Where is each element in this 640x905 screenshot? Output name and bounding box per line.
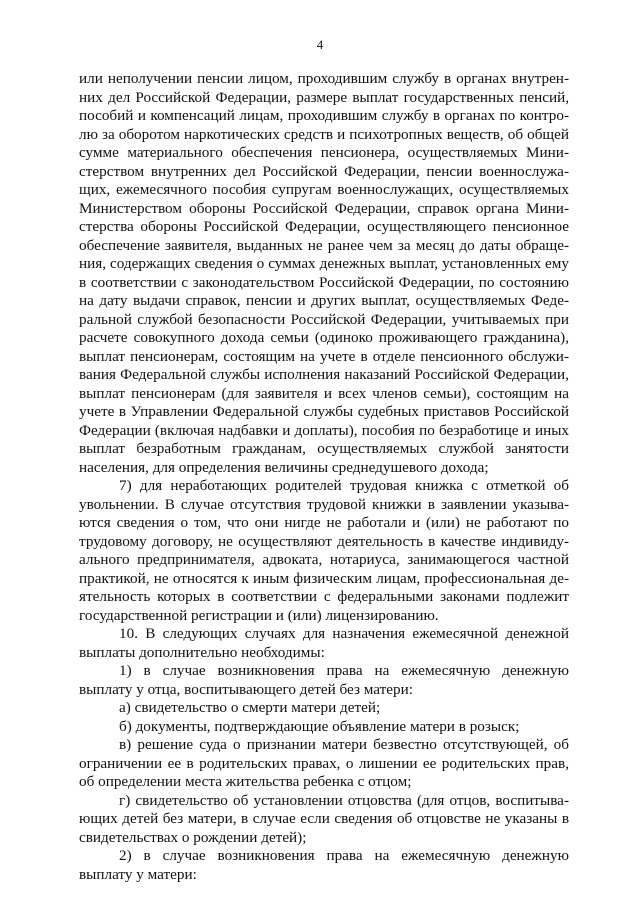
paragraph-continuation: или неполучении пенсии лицом, проходившим службу в органах внутренних дел Российской Федерации, размере выплат государственных пенсий, пособий и компенсаций лицам, проходившим службу в органах по контролю за оборотом наркотических средств и психотропных веществ, об общей сумме материального обеспечения пенсионера, осуществляемых Министерством внутренних дел Российской Федерации, пенсии военнослужащих, ежемесячного пособия супругам военнослужащих, осуществляемых Министерством обороны Российской Федерации, справок органа Министерства обороны Российской Федерации, осуществляющего пенсионное обеспечение заявителя, выданных не ранее чем за месяц до даты обращения, содержащих сведения о суммах денежных выплат, установленных ему в соответствии с законодательством Российской Федерации, по состоянию на дату выдачи справок, пенсии и других выплат, осуществляемых Федеральной службой безопасности Российской Федерации, учитываемых при расчете совокупного дохода семьи (одиноко проживающего гражданина), выплат пенсионерам, состоящим на учете в отделе пенсионного обслуживания Федеральной службы исполнения наказаний Российской Федерации, выплат пенсионерам (для заявителя и всех членов семьи), состоящим на учете в Управлении Федеральной службы судебных приставов Российской Федерации (включая надбавки и доплаты), пособия по безработице и иных выплат безработным гражданам, осуществляемых службой занятости населения, для определения величины среднедушевого дохода;: [79, 70, 569, 476]
paragraph-subitem-a: а) свидетельство о смерти матери детей;: [119, 699, 381, 716]
paragraph-subitem-g: г) свидетельство об установлении отцовства (для отцов, воспитывающих детей без матери, в случае если сведения об отцовстве не указаны в свидетельствах о рождении детей);: [79, 791, 569, 846]
paragraph-subitem-b: б) документы, подтверждающие объявление матери в розыск;: [119, 717, 520, 735]
paragraph-subitem-2: 2) в случае возникновения права на ежемесячную денежную выплату у матери:: [79, 847, 569, 883]
document-body: [79, 70, 569, 884]
page-number: 4: [316, 37, 324, 52]
paragraph-subitem-v: в) решение суда о признании матери безвестно отсутствующей, об ограничении ее в родительских правах, о лишении ее родительских прав, об определении места жительства ребенка с отцом;: [79, 736, 569, 790]
paragraph-subitem-1: 1) в случае возникновения права на ежемесячную денежную выплату у отца, воспитывающего детей без матери:: [79, 662, 569, 698]
paragraph-section-10: 10. В следующих случаях для назначения ежемесячной денежной выплаты дополнительно необходимы:: [79, 625, 569, 661]
paragraph-item-7: 7) для неработающих родителей трудовая книжка с отметкой об увольнении. В случае отсутствия трудовой книжки в заявлении указываются сведения о том, что они нигде не работали и (или) не работают по трудовому договору, не осуществляют деятельность в качестве индивидуального предпринимателя, адвоката, нотариуса, занимающегося частной практикой, не относятся к иным физическим лицам, профессиональная деятельность которых в соответствии с федеральными законами подлежит государственной регистрации и (или) лицензированию.: [79, 477, 569, 624]
